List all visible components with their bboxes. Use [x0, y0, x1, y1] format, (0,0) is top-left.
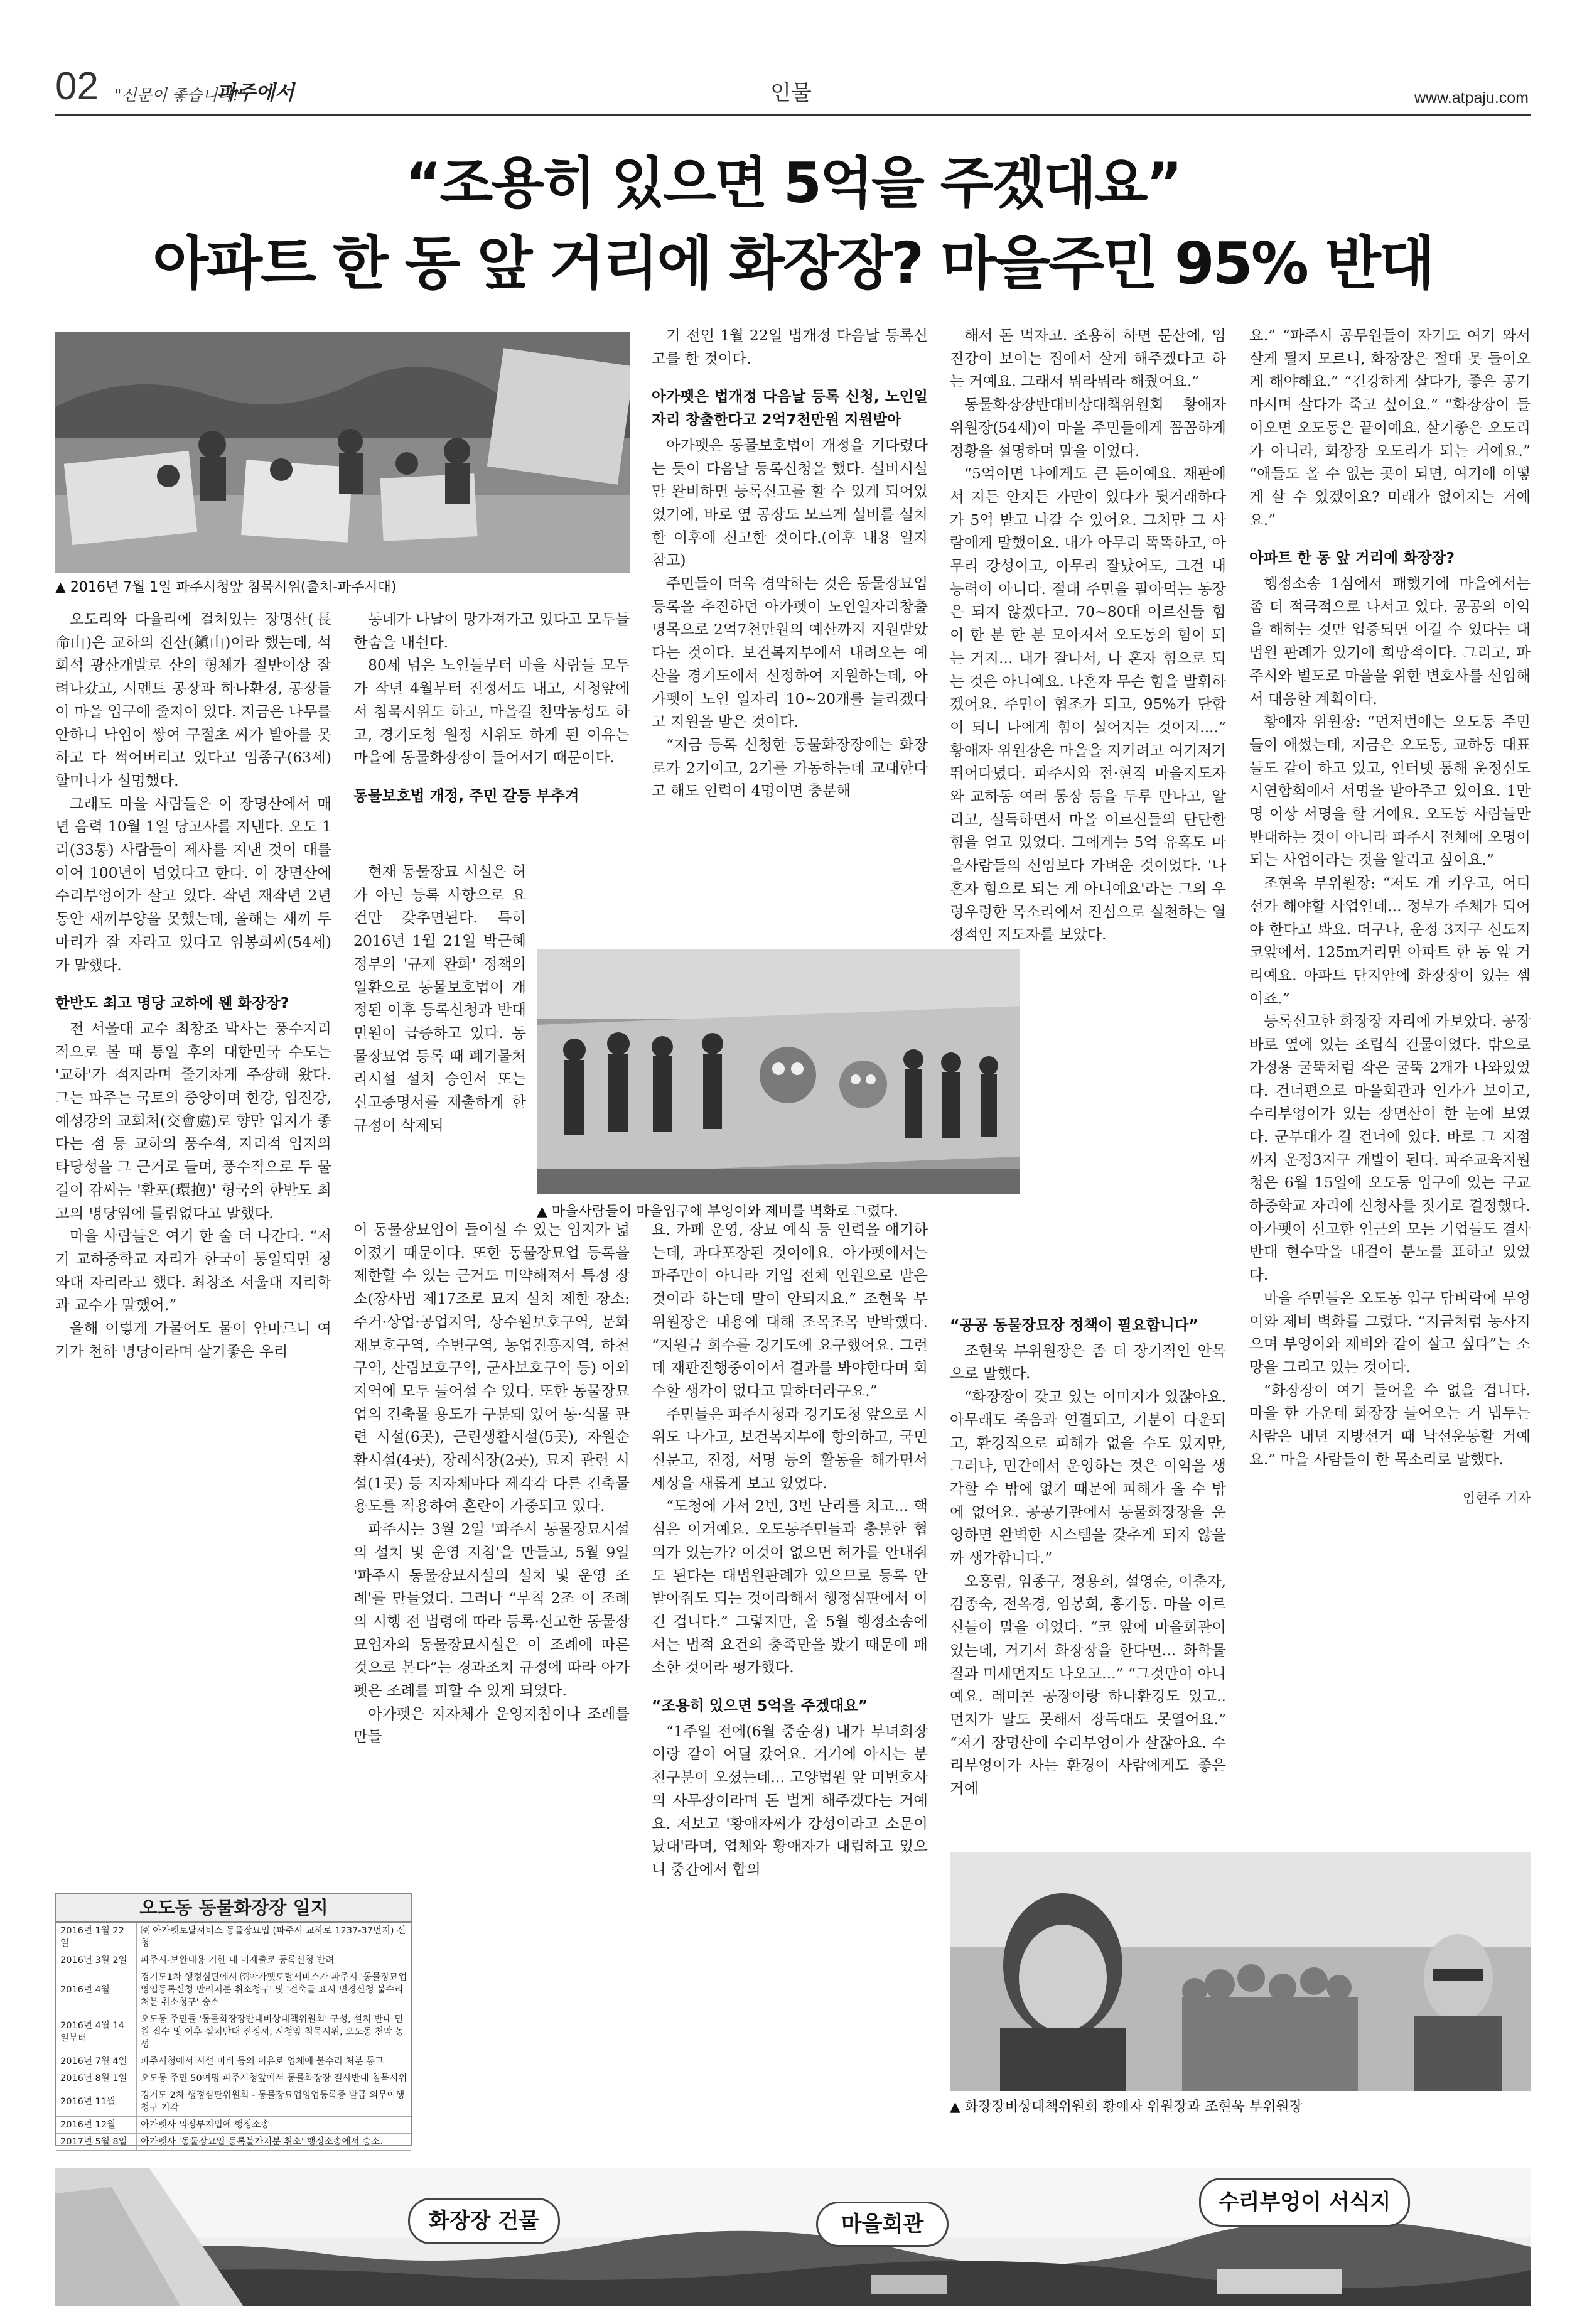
paragraph: 주민들은 파주시청과 경기도청 앞으로 시위도 나가고, 보건복지부에 항의하고, 국민신문고, 진정, 서명 등의 활동을 해가면서 세상을 새롭게 보고 있었다. — [652, 1405, 928, 1492]
protest-photo-caption: ▲ 2016년 7월 1일 파주시청앞 침묵시위(출처-파주시대) — [55, 580, 397, 595]
paragraph: “지금 등록 신청한 동물화장장에는 화장로가 2기이고, 2기를 가동하는데 교대한다고 해도 인력이 4명이면 충분해 — [652, 735, 928, 800]
mural-photo-image — [537, 949, 1020, 1194]
article-column-4-bottom — [950, 1299, 1226, 1800]
timeline-date: 2017년 5월 8일 — [56, 2134, 137, 2151]
paragraph: 행정소송 1심에서 패했기에 마을에서는 좀 더 적극적으로 나서고 있다. 공공의 이익을 해하는 것만 입증되면 이길 수 있다는 대법원 판례가 있기에 희망적이다. 그리고, 파주시와 별도로 마을을 위한 변호사를 선임해서 대응할 계획이다. — [1249, 575, 1531, 708]
timeline-event: 오도동 주민들 '동물화장장반대비상대책위원회' 구성, 설치 반대 민원 접수 및 이후 설치반대 진정서, 시청앞 침묵시위, 오도동 천막 농성 — [137, 2011, 412, 2053]
timeline-date: 2016년 7월 4일 — [56, 2053, 137, 2070]
paragraph: “1주일 전에(6월 중순경) 내가 부녀회장이랑 같이 어딜 갔어요. 거기에 아시는 분 친구분이 오셨는데... 고양법원 앞 미변호사의 사무장이라며 돈 벌게 해주겠다는 거예요. 저보고 '황애자씨가 강성이라고 소문이 났대'라며, 업체와 황애자가 대립하고 있으니 중간에서 합의 — [652, 1722, 928, 1878]
paragraph: 마을 주민들은 오도동 입구 담벼락에 부엉이와 제비 벽화를 그렸다. “지금처럼 농사지으며 부엉이와 제비와 같이 살고 싶다”는 소망을 그리고 있는 것이다. — [1249, 1289, 1531, 1376]
paragraph: 황애자 위원장: “먼저번에는 오도동 주민들이 애썼는데, 지금은 오도동, 교하동 대표들도 같이 하고 있고, 인터넷 통해 운정신도시연합회에서 서명을 받아주고 있어요. 1만명 이상 서명을 할 거예요. 오도동 사람들만 반대하는 것이 아니라 파주시 전체에 오명이 되는 사업이라는 것을 알리고 싶어요.” — [1249, 713, 1531, 869]
subheading: “공공 동물장묘장 정책이 필요합니다” — [950, 1316, 1198, 1334]
headline-sub: 아파트 한 동 앞 거리에 화장장? 마을주민 95% 반대 — [153, 230, 1433, 297]
table-row — [56, 2011, 411, 2053]
timeline-date: 2016년 1월 22일 — [56, 1923, 137, 1952]
paragraph: “5억이면 나에게도 큰 돈이예요. 재판에서 지든 안지든 가만이 있다가 뒷거래하다가 5억 받고 나갈 수 있어요. 그치만 그 사람에게 말했어요. 내가 아무리 똑똑하고, 아무리 강성이고, 아무리 잘났어도, 그건 내 능력이 아니다. 절대 주민을 팔아먹는 동장은 되지 않겠다고. 70~80대 어르신들 힘이 한 분 한 분 모아져서 오도동의 힘이 되는 거지... 내가 잘나서, 나 혼자 힘으로 되는 것은 아니예요. 나혼자 무슨 힘을 발휘하겠어요. 주민이 협조가 되고, 95%가 단합이 되니 나에게 힘이 실어지는 것이지....” 황애자 위원장은 마을을 지키려고 여기저기 뛰어다녔다. 파주시와 전·현직 마을지도자와 교하동 여러 통장 등을 두루 만나고, 알리고, 설득하면서 마을 어르신들의 단단한 힘을 얻고 있었다. 그에게는 5억 유혹도 마을사람들의 신임보다 가벼운 것이었다. '나 혼자 힘으로 되는 게 아니예요'라는 그의 우렁우렁한 목소리에서 진심으로 실천하는 열정적인 지도자를 보았다. — [950, 465, 1226, 944]
paragraph: 요.” “파주시 공무원들이 자기도 여기 와서 살게 될지 모르니, 화장장은 절대 못 들어오게 해야해요.” “건강하게 살다가, 좋은 공기 마시며 살다가 죽고 싶어요.” “화장장이 들어오면 오도동은 끝이예요. 살기좋은 오도리가 아니라, 화장장 오도리가 되는 거예요.” “애들도 올 수 없는 곳이 되면, 여기에 어떻게 살 수 있겠어요? 미래가 없어지는 거예요.” — [1249, 327, 1531, 529]
article-column-3-top — [652, 324, 928, 803]
label-crematorium-building: 화장장 건물 — [408, 2198, 560, 2244]
timeline-title: 오도동 동물화장장 일지 — [56, 1894, 411, 1923]
article-column-3-bottom — [652, 1218, 928, 1881]
paragraph: “도청에 가서 2번, 3번 난리를 치고... 핵심은 이거예요. 오도동주민들과 충분한 협의가 있는가? 이것이 없으면 허가를 안내줘도 된다는 대법원판례가 있으므로 등록 안받아줘도 되는 것이라해서 행정심판에서 이긴 겁니다.” 그렇지만, 올 5월 행정소송에서는 법적 요건의 충족만을 봤기 때문에 패소한 것이라 평가했다. — [652, 1497, 928, 1677]
timeline-event: 파주시-보완내용 기한 내 미제출로 등록신청 반려 — [137, 1952, 412, 1969]
timeline-event: 오도동 주민 50여명 파주시청앞에서 동물화장장 결사반대 침묵시위 — [137, 2070, 412, 2087]
table-row — [56, 2087, 411, 2117]
leaders-photo-caption: ▲ 화장장비상대책위원회 황애자 위원장과 조현욱 부위원장 — [950, 2099, 1303, 2115]
paragraph: 오도리와 다율리에 걸쳐있는 장명산(長命山)은 교하의 진산(鎭山)이라 했는데, 석회석 광산개발로 산의 형체가 절반이상 잘려나갔고, 시멘트 공장과 하나환경, 공장들이 마을 입구에 줄지어 있다. 지금은 나무를 안하니 낙엽이 쌓여 구절초 씨가 발아를 못하고 다 썩어버리고 있다고 임종구(63세) 할머니가 설명했다. — [55, 610, 331, 789]
section-title: 인물 — [770, 81, 812, 105]
timeline-event: 경기도 2차 행정심판위원회 - 동물장묘업영업등록증 발급 의무이행 청구 기각 — [137, 2087, 412, 2117]
paragraph: 마을 사람들은 여기 한 술 더 나간다. “저기 교하중학교 자리가 한국이 통일되면 청와대 자리라고 했다. 최창조 서울대 지리학과 교수가 말했어.” — [55, 1227, 331, 1314]
table-row — [56, 2070, 411, 2087]
timeline-event: 파주시청에서 시설 미비 등의 이유로 업체에 불수리 처분 통고 — [137, 2053, 412, 2070]
timeline-event: 아가펫사 '동물장묘업 등록불가처분 취소' 행정소송에서 승소. — [137, 2134, 412, 2151]
paragraph: 파주시는 3월 2일 '파주시 동물장묘시설의 설치 및 운영 지침'을 만들고, 5월 9일 '파주시 동물장묘시설의 설치 및 운영 조례'를 만들었다. 그러나 “부칙 2조 이 조례의 시행 전 법령에 따라 등록·신고한 동물장묘업자의 동물장묘시설은 이 조례에 따른 것으로 본다”는 경과조치 규정에 따라 아가펫은 조례를 피할 수 있게 되었다. — [353, 1520, 630, 1700]
timeline-date: 2016년 3월 2일 — [56, 1952, 137, 1969]
leaders-photo — [950, 1852, 1531, 2091]
mural-photo — [537, 949, 1020, 1194]
paragraph: “화장장이 갖고 있는 이미지가 있잖아요. 아무래도 죽음과 연결되고, 기분이 다운되고, 환경적으로 피해가 없을 수도 있지만, 그러나, 민간에서 운영하는 것은 이익을 생각할 수 밖에 없기 때문에 피해가 올 수 밖에 없어요. 공공기관에서 동물화장장을 운영하면 완벽한 시스템을 갖추게 되지 않을까 생각합니다.” — [950, 1388, 1226, 1567]
table-row — [56, 2117, 411, 2134]
paragraph: 조현욱 부위원장: “저도 개 키우고, 어디선가 해야할 사업인데... 정부가 주체가 되어야 한다고 봐요. 더구나, 운정 3지구 신도지 코앞에서. 125m거리면 아파트 한 동 앞 거리예요. 아파트 단지안에 화장장이 있는 셈이죠.” — [1249, 874, 1531, 1007]
paragraph: 현재 동물장묘 시설은 허가 아닌 등록 사항으로 요건만 갖추면된다. 특히 2016년 1월 21일 박근혜 정부의 '규제 완화' 정책의 일환으로 동물보호법이 개정된 이후 등록신청과 반대 민원이 급증하고 있다. 동물장묘업 등록 때 폐기물처리시설 설치 승인서 또는 신고증명서를 제출하게 한 규정이 삭제되 — [353, 863, 526, 1134]
table-row — [56, 2134, 411, 2151]
slogan: "신문이 좋습니다!" — [114, 86, 247, 104]
timeline-date: 2016년 11월 — [56, 2087, 137, 2117]
table-row — [56, 1923, 411, 1952]
timeline-box — [55, 1893, 412, 2146]
paragraph: 오흥림, 임종구, 정용희, 설영순, 이춘자, 김종숙, 전옥경, 임봉희, 홍기동. 마을 어르신들이 말을 이었다. “코 앞에 마을회관이 있는데, 거기서 화장장을 한다면... 화학물질과 미세먼지도 나오고...” “그것만이 아니예요. 레미콘 공장이랑 하나환경도 있고.. 먼지가 말도 못해서 장독대도 못열어요.” “저기 장명산에 수리부엉이가 살잖아요. 수리부엉이가 사는 환경이 사람에게도 좋은 거에 — [950, 1572, 1226, 1798]
table-row — [56, 1969, 411, 2011]
timeline-event: 경기도1차 행정심판에서 ㈜아가펫토탈서비스가 파주시 '동물장묘업 영업등록신청 반려처분 취소청구' 및 '건축물 표시 변경신청 불수리처분 취소청구' 승소 — [137, 1969, 412, 2011]
article-column-2-narrow — [353, 860, 526, 1137]
paragraph: 해서 돈 먹자고. 조용히 하면 문산에, 임진강이 보이는 집에서 살게 해주겠다고 하는 거예요. 그래서 뭐라뭐라 해줬어요.” — [950, 327, 1226, 391]
subheading: “조용히 있으면 5억을 주겠대요” — [652, 1697, 868, 1715]
paragraph: 그래도 마을 사람들은 이 장명산에서 매년 음력 10월 1일 당고사를 지낸다. 오도 1리(33통) 사람들이 제사를 지낸 것이 대를 이어 100년이 넘었다고 한다. 이 장면산에 수리부엉이가 살고 있다. 작년 재작년 2년동안 새끼부양을 못했는데, 올해는 새끼 두 마리가 잘 자라고 있다고 임봉희씨(54세)가 말했다. — [55, 794, 331, 974]
subheading: 아가펫은 법개정 다음날 등록 신청, 노인일자리 창출한다고 2억7천만원 지원받아 — [652, 387, 928, 429]
website-url[interactable]: www.atpaju.com — [1414, 89, 1529, 107]
timeline-date: 2016년 8월 1일 — [56, 2070, 137, 2087]
timeline-table — [56, 1923, 411, 2151]
label-owl-habitat: 수리부엉이 서식지 — [1199, 2178, 1410, 2227]
protest-photo-image — [55, 332, 630, 573]
subheading: 한반도 최고 명당 교하에 웬 화장장? — [55, 994, 289, 1012]
article-column-5 — [1249, 324, 1531, 1510]
article-column-1 — [55, 608, 331, 1363]
mural-photo-caption: ▲ 마을사람들이 마을입구에 부엉이와 제비를 벽화로 그렸다. — [537, 1204, 898, 1219]
paragraph: 주민들이 더욱 경악하는 것은 동물장묘업 등록을 추진하던 아가펫이 노인일자리창출 명목으로 2억7천만원의 예산까지 지원받았다는 것이다. 보건복지부에서 내려오는 예산을 경기도에서 선정하여 지원하는데, 아가펫이 노인 일자리 10~20개를 늘리겠다고 지원을 받은 것이다. — [652, 575, 928, 731]
protest-photo — [55, 332, 630, 573]
subheading: 아파트 한 동 앞 거리에 화장장? — [1249, 549, 1455, 567]
paragraph: 기 전인 1월 22일 법개정 다음날 등록신고를 한 것이다. — [652, 327, 928, 367]
paragraph: “화장장이 여기 들어올 수 없을 겁니다. 마을 한 가운데 화장장 들어오는 거 냅두는 사람은 내년 지방선거 때 낙선운동할 거예요.” 마을 사람들이 한 목소리로 말했다. — [1249, 1381, 1531, 1468]
paragraph: 80세 넘은 노인들부터 마을 사람들 모두가 작년 4월부터 진정서도 내고, 시청앞에서 침묵시위도 하고, 마을길 천막농성도 하고, 경기도청 원정 시위도 하게 된 이유는 마을에 동물화장장이 들어서기 때문이다. — [353, 656, 630, 767]
newspaper-logo: 파주에서 — [217, 80, 294, 104]
label-village-hall: 마을회관 — [816, 2202, 949, 2247]
paragraph: 동물화장장반대비상대책위원회 황애자 위원장(54세)이 마을 주민들에게 꼼꼼하게 정황을 설명하며 말을 이었다. — [950, 396, 1226, 460]
leaders-photo-image — [950, 1852, 1531, 2091]
timeline-event: 아가펫사 의정부지법에 행정소송 — [137, 2117, 412, 2134]
table-row — [56, 1952, 411, 1969]
paragraph: 아가펫은 동물보호법이 개정을 기다렸다는 듯이 다음날 등록신청을 했다. 설비시설만 완비하면 등록신고를 할 수 있게 되어있었기에, 바로 옆 공장도 모르게 설비를 설치한 이후에 신고한 것이다.(이후 내용 일지 참고) — [652, 436, 928, 570]
page-number: 02 — [55, 65, 99, 108]
table-row — [56, 2053, 411, 2070]
headline-main: “조용히 있으면 5억을 주겠대요” — [405, 151, 1181, 215]
article-column-2-bottom — [353, 1218, 630, 1748]
paragraph: 올해 이렇게 가물어도 물이 안마르니 여기가 천하 명당이라며 살기좋은 우리 — [55, 1319, 331, 1360]
timeline-date: 2016년 4월 — [56, 1969, 137, 2011]
byline: 임현주 기자 — [1462, 1491, 1531, 1506]
paragraph: 동네가 나날이 망가져가고 있다고 모두들 한숨을 내쉰다. — [353, 610, 630, 651]
timeline-date: 2016년 4월 14일부터 — [56, 2011, 137, 2053]
paragraph: 전 서울대 교수 최창조 박사는 풍수지리적으로 볼 때 통일 후의 대한민국 수도는 '교하'가 적지라며 줄기차게 주장해 왔다. 그는 파주는 국토의 중앙이며 한강, 임진강, 예성강의 교회처(交會處)로 향만 입지가 좋다는 점 등 교하의 풍수적, 지리적 입지의 타당성을 그 근거로 들며, 풍수적으로 두 물길이 감싸는 '환포(環抱)' 형국의 한반도 최고의 명당임에 틀림없다고 말했다. — [55, 1019, 331, 1222]
article-column-2-top — [353, 608, 630, 810]
paragraph: 조현욱 부위원장은 좀 더 장기적인 안목으로 말했다. — [950, 1341, 1226, 1383]
subheading: 동물보호법 개정, 주민 갈등 부추겨 — [353, 786, 579, 804]
header-rule — [55, 114, 1531, 116]
timeline-event: ㈜ 아가펫토탈서비스 동물장묘업 (파주시 교하로 1237-37번지) 신청 — [137, 1923, 412, 1952]
paragraph: 요. 카페 운영, 장묘 예식 등 인력을 얘기하는데, 과다포장된 것이에요. 아가펫에서는 파주만이 아니라 기업 전체 인원으로 받은 것이라 하는데 말이 안되지요.” 조현욱 부위원장은 내용에 대해 조목조목 반박했다. “지원금 회수를 경기도에 요구했어요. 그런데 재판진행중이어서 결과를 봐야한다며 회수할 생각이 없다고 말하더라구요.” — [652, 1221, 928, 1400]
article-column-4-top — [950, 324, 1226, 946]
paragraph: 아가펫은 지자체가 운영지침이나 조례를 만들 — [353, 1704, 630, 1746]
timeline-date: 2016년 12월 — [56, 2117, 137, 2134]
paragraph: 어 동물장묘업이 들어설 수 있는 입지가 넓어졌기 때문이다. 또한 동물장묘업 등록을 제한할 수 있는 근거도 미약해져서 특정 장소(장사법 제17조로 묘지 설치 제한 장소: 주거·상업·공업지역, 상수원보호구역, 문화재보호구역, 수변구역, 농업진흥지역, 하천구역, 산림보호구역, 군사보호구역 등) 이외 지역에 모두 들어설 수 있다. 또한 동물장묘업의 건축물 용도가 구분돼 있어 동·식물 관련 시설(6곳), 근린생활시설(5곳), 자원순환시설(4곳), 장례식장(2곳), 묘지 관련 시설(1곳) 등 지자체마다 제각각 다른 건축물 용도를 적용하여 혼란이 가중되고 있다. — [353, 1221, 630, 1515]
paragraph: 등록신고한 화장장 자리에 가보았다. 공장 바로 옆에 있는 조립식 건물이었다. 밖으로 가정용 굴뚝처럼 작은 굴뚝 2개가 나와있었다. 건너편으로 마을회관과 인가가 보이고, 수리부엉이가 있는 장면산이 한 눈에 보였다. 군부대가 길 건너에 있다. 바로 그 지점까지 운정3지구 개발이 된다. 파주교육지원청은 6월 15일에 오도동 입구에 있는 구교하중학교 자리에 신청사를 짓기로 결정했다. 아가펫이 신고한 인근의 모든 기업들도 결사 반대 현수막을 내걸어 분노를 표하고 있었다. — [1249, 1012, 1531, 1284]
